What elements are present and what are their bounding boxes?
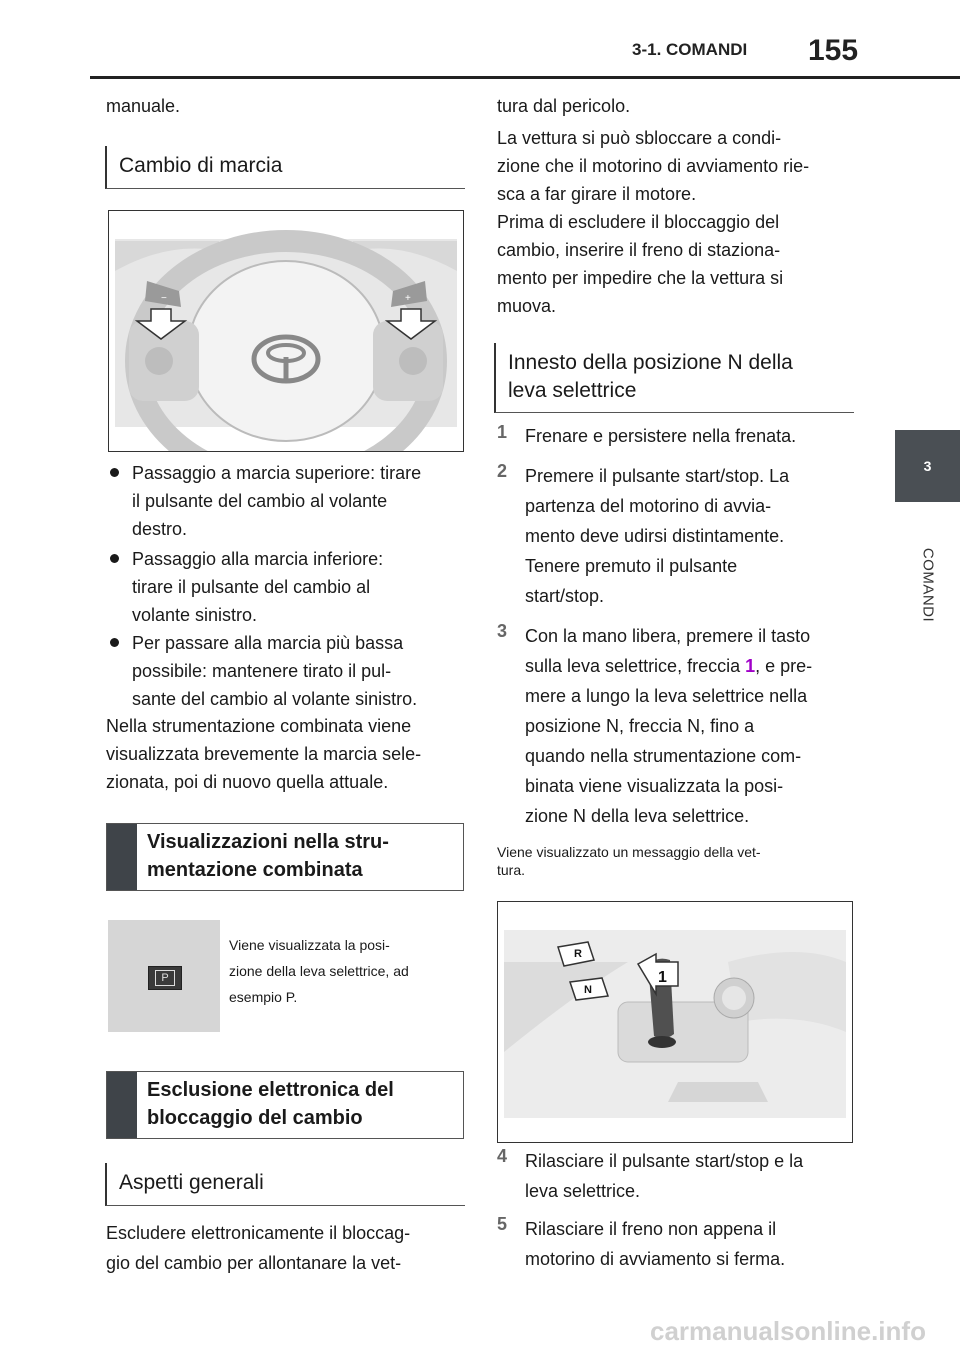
note-text: Viene visualizzato un messaggio della vet- tura. — [497, 844, 761, 878]
subheading-gear-change: Cambio di marcia — [105, 146, 465, 189]
arrow-1-ref: 1 — [745, 656, 756, 676]
bullet-dot — [110, 468, 119, 477]
bullet-dot — [110, 554, 119, 563]
heading-box-bar — [107, 824, 137, 890]
display-caption: Viene visualizzata la posi- zione della leva selettrice, ad esempio P. — [229, 937, 409, 1005]
page-number: 155 — [808, 34, 859, 67]
heading-box-display: Visualizzazioni nella stru- mentazione combinata — [106, 823, 464, 891]
heading-box-bar — [107, 1072, 137, 1138]
display-thumbnail — [108, 920, 220, 1032]
step-item: 3 Con la mano libera, premere il tasto sulla leva selettrice, freccia 1, e pre- mere a lungo la leva selettrice nella posizione N, freccia N, fino a quando nella strumentazione com- binata viene visualizzata la posi- zione N della leva selettrice. — [497, 621, 813, 826]
paragraph-display: Nella strumentazione combinata viene visualizzata brevemente la marcia sele- zionata, poi di nuovo quella attuale. — [106, 716, 422, 792]
minus-label: − — [161, 293, 167, 304]
chapter-tab: 3 — [895, 430, 960, 502]
subheading-general: Aspetti generali — [105, 1163, 465, 1206]
step-item: 1 Frenare e persistere nella frenata. — [497, 422, 797, 446]
paragraph-override: Escludere elettronicamente il bloccag- gio del cambio per allontanare la vet- — [106, 1223, 411, 1273]
r-label: R — [574, 948, 582, 960]
chapter-label: COMANDI — [919, 547, 937, 623]
bullet-list — [110, 459, 470, 715]
bullet-item: Passaggio a marcia superiore: tirare il pulsante del cambio al volante destro. — [110, 459, 470, 545]
gear-selector-figure — [497, 901, 853, 1143]
bullet-item: Per passare alla marcia più bassa possibile: mantenere tirato il pul- sante del cambio al volante sinistro. — [110, 629, 470, 715]
step-item: 5 Rilasciare il freno non appena il motorino di avviamento si ferma. — [497, 1214, 786, 1269]
bullet-item: Passaggio alla marcia inferiore: tirare il pulsante del cambio al volante sinistro. — [110, 545, 470, 629]
paragraph-parking-brake: Prima di escludere il bloccaggio del cambio, inserire il freno di staziona- mento per impedire che la vettura si muova. — [497, 212, 784, 316]
step-item: 4 Rilasciare il pulsante start/stop e la leva selettrice. — [497, 1146, 804, 1201]
plus-label: + — [405, 293, 411, 304]
watermark: carmanualsonline.info — [650, 1316, 926, 1346]
subheading-neutral: Innesto della posizione N della leva selettrice — [494, 343, 854, 413]
p-symbol-icon: P — [148, 966, 182, 990]
intro-text: manuale. — [106, 96, 181, 116]
section-title: 3-1. COMANDI — [632, 40, 748, 59]
step-item: 2 Premere il pulsante start/stop. La partenza del motorino di avvia- mento deve udirsi distintamente. Tenere premuto il pulsante start/stop. — [497, 461, 790, 606]
paragraph-unlock: La vettura si può sbloccare a condi- zione che il motorino di avviamento rie- sca a far girare il motore. — [497, 128, 810, 204]
header-rule — [90, 76, 960, 79]
heading-box-override: Esclusione elettronica del bloccaggio del cambio — [106, 1071, 464, 1139]
n-label: N — [584, 984, 592, 996]
arrow-1-label: 1 — [658, 969, 667, 986]
bullet-dot — [110, 638, 119, 647]
steering-wheel-figure — [108, 210, 464, 452]
paragraph-danger: tura dal pericolo. — [497, 96, 631, 116]
